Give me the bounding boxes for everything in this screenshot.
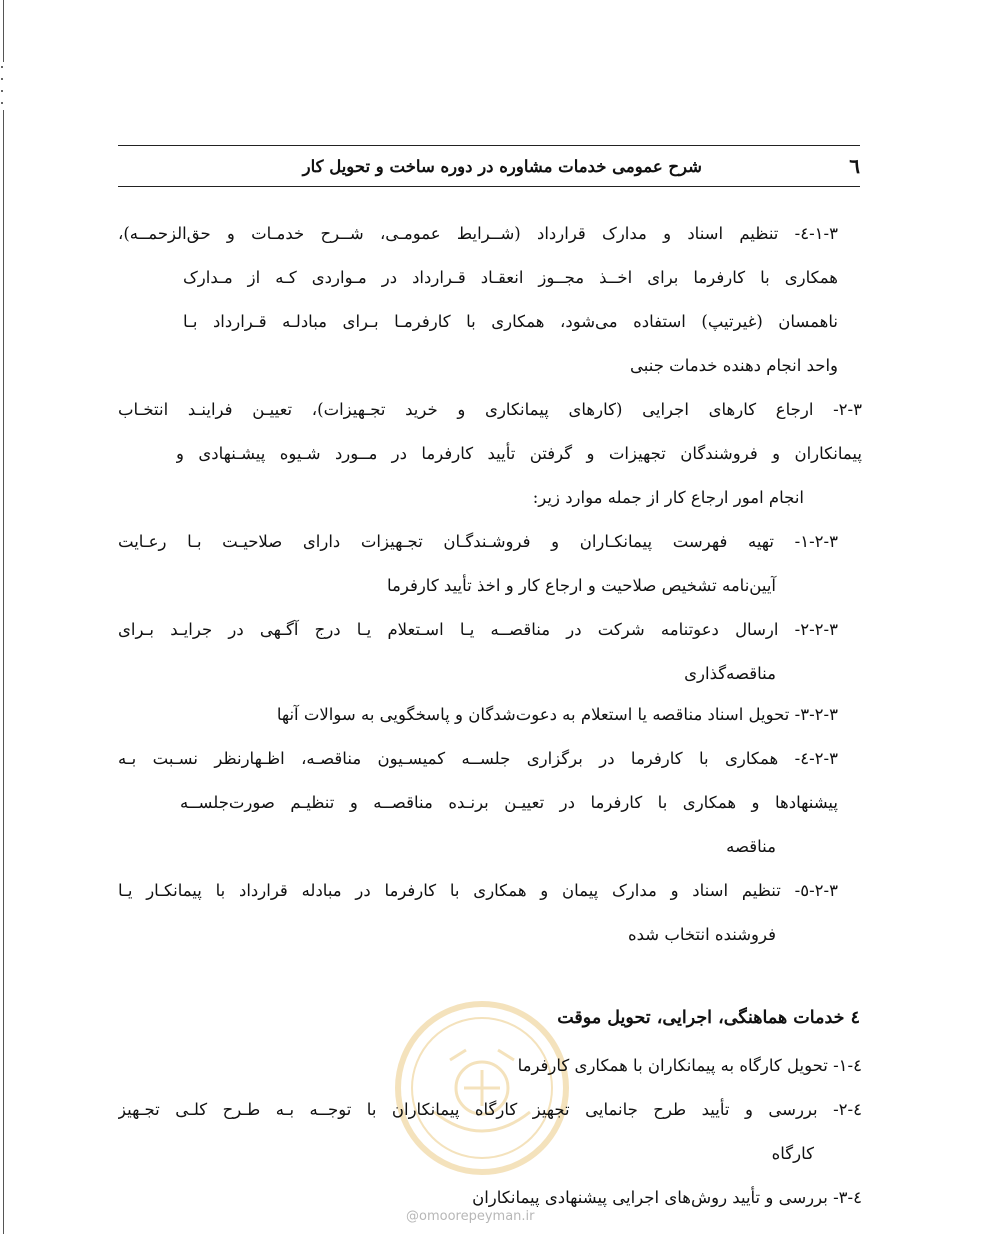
paragraph-4-2 <box>118 1088 862 1176</box>
text-line: مناقصه‌گذاری <box>684 664 776 683</box>
paragraph-3-1-4 <box>118 212 838 388</box>
text-line: ٣-٢-٣- تحویل اسناد مناقصه یا استعلام به دعوت‌شدگان و پاسخگویی به سوالات آنها <box>276 705 838 724</box>
text-line: کارگاه <box>771 1144 814 1163</box>
text-line: ٣-٢-٥- تنظیم اسناد و مدارک پیمان و همکاری با کارفرما در مبادله قرارداد با پیمانکـار یـا <box>118 881 838 900</box>
text-line: ٤-٢- بررسی و تأیید طرح جانمایی تجهیز کارگاه پیمانکاران با توجــه بـه طـرح کلـی تجـهیز <box>118 1100 862 1119</box>
paragraph-3-2-1 <box>118 520 838 608</box>
page-edge-dots <box>0 66 6 114</box>
page-edge-line <box>3 0 4 62</box>
page-edge-line <box>3 110 4 1234</box>
paragraph-3-2-2 <box>118 608 838 696</box>
paragraph-4-1 <box>118 1044 862 1088</box>
text-line: واحد انجام دهنده خدمات جنبی <box>630 356 838 375</box>
text-line: فروشنده انتخاب شده <box>627 925 776 944</box>
text-line: ناهمسان (غیرتیپ) استفاده می‌شود، همکاری با کارفرمـا بـرای مبادلـه قـرارداد بـا <box>183 312 838 331</box>
paragraph-3-2 <box>118 388 862 520</box>
paragraph-3-2-5 <box>118 869 838 957</box>
header-bottom-rule <box>118 186 860 187</box>
watermark-url: @omoorepeyman.ir <box>406 1209 535 1224</box>
running-header <box>118 146 860 186</box>
paragraph-3-2-3 <box>140 693 838 737</box>
running-title: شرح عمومی خدمات مشاوره در دوره ساخت و تحویل کار <box>302 156 702 176</box>
text-line: ٣-١-٤- تنظیم اسناد و مدارک قرارداد (شــرایط عمومـی، شــرح خدمـات و حق‌الزحمــه)، <box>118 224 838 243</box>
text-line: ٣-٢-٤- همکاری با کارفرما در برگزاری جلســه کمیسـیون مناقصـه، اظـهارنظر نسـبت بـه <box>118 749 838 768</box>
text-line: ٣-٢-١- تهیه فهرست پیمانکـاران و فروشـندگـان تجـهیزات دارای صلاحیـت بـا رعـایت <box>118 532 838 551</box>
paragraph-3-2-4 <box>118 737 838 869</box>
text-line: آیین‌نامه تشخیص صلاحیت و ارجاع کار و اخذ تأیید کارفرما <box>386 576 776 595</box>
text-line: مناقصه <box>726 837 776 856</box>
text-line: ٤-٣- بررسی و تأیید روش‌های اجرایی پیشنهادی پیمانکاران <box>472 1188 862 1207</box>
page-number: ٦ <box>849 154 860 178</box>
text-line: پیشنهادها و همکاری با کارفرما در تعییـن برنـده مناقصــه و تنظیـم صورت‌جلســه <box>180 793 838 812</box>
text-line: ٣-٢- ارجاع کارهای اجرایی (کارهای پیمانکاری و خرید تجـهیزات)، تعییـن فراینـد انتخـاب <box>118 400 862 419</box>
text-line: پیمانکاران و فروشندگان تجهیزات و گرفتن تأیید کارفرما در مــورد شـیوه پیشـنهادی و <box>176 444 862 463</box>
text-line: ٤-١- تحویل کارگاه به پیمانکاران با همکاری کارفرما <box>517 1056 862 1075</box>
text-line: همکاری با کارفرما برای اخــذ مجــوز انعقـاد قـرارداد در مـواردی کـه از مـدارک <box>183 268 838 287</box>
text-line: ٣-٢-٢- ارسال دعوتنامه شرکت در مناقصــه یـا اسـتعلام یـا درج آگـهی در جرایـد بـرای <box>118 620 838 639</box>
text-line: انجام امور ارجاع کار از جمله موارد زیر: <box>532 488 804 507</box>
section-4-heading: ٤ خدمات هماهنگی، اجرایی، تحویل موقت <box>557 1008 860 1028</box>
